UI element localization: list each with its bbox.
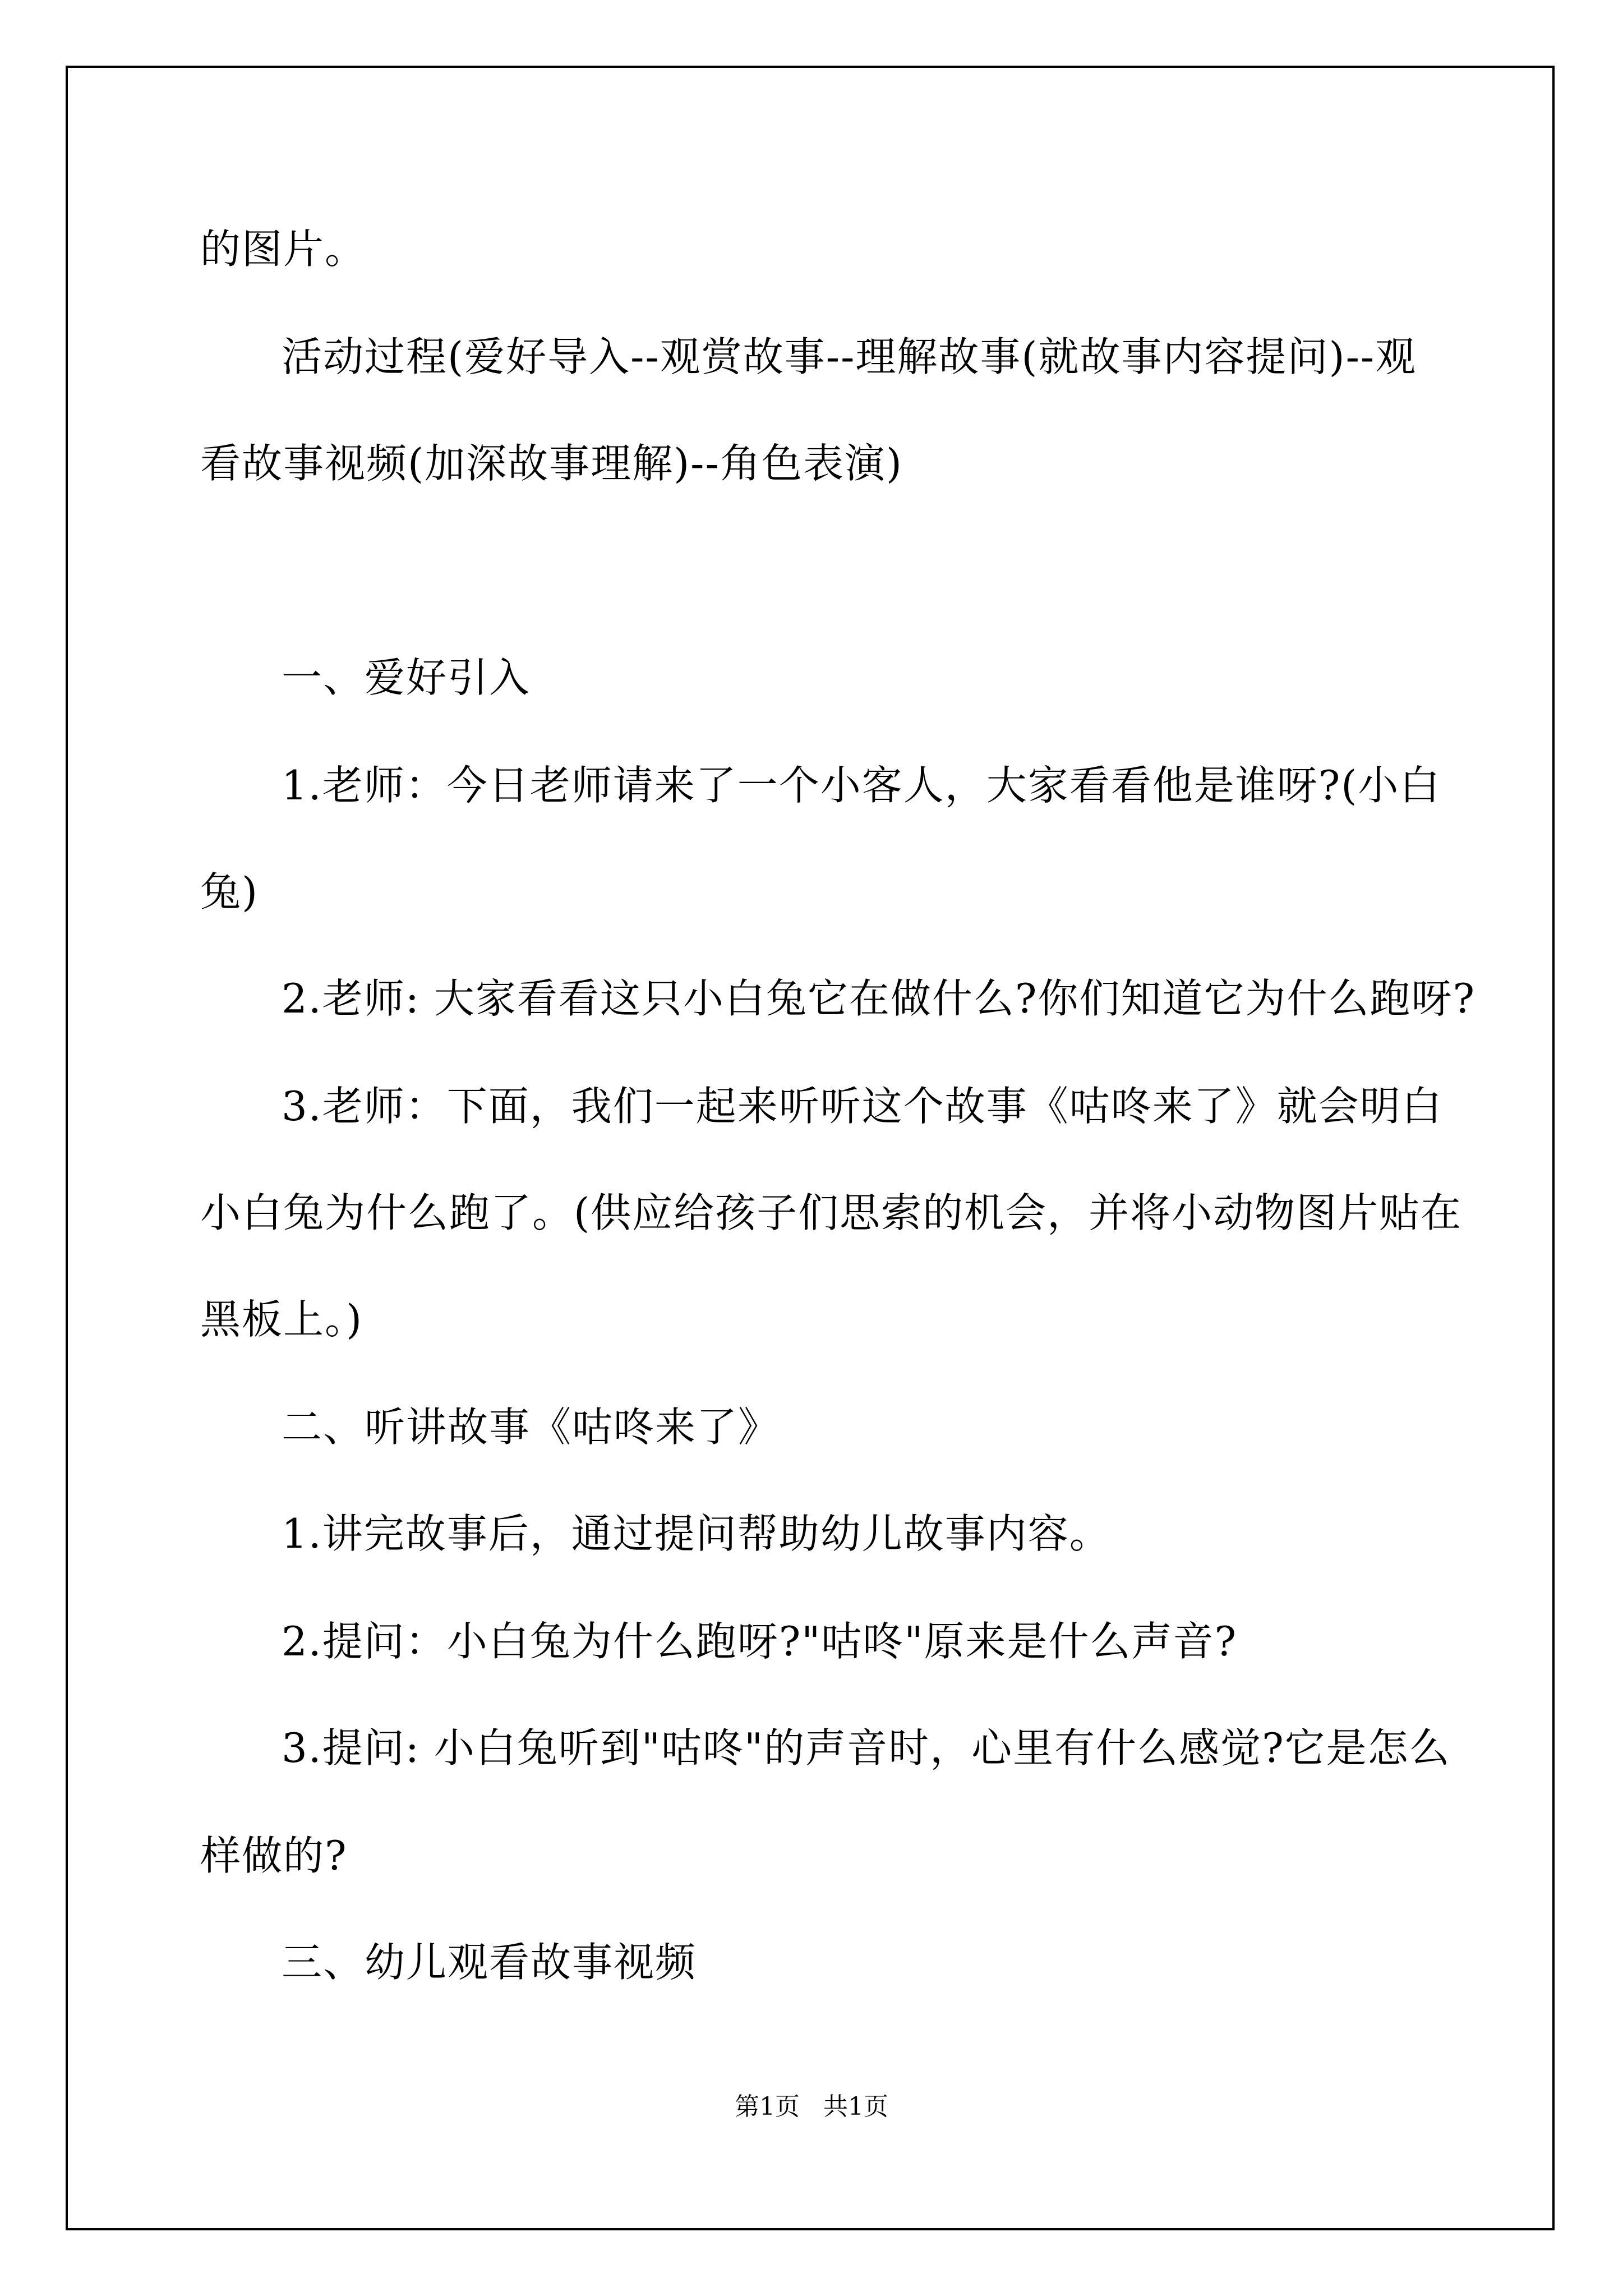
text-line: 3.提问: 小白兔听到"咕咚"的声音时，心里有什么感觉?它是怎么: [282, 1724, 1451, 1772]
text-line: 1.老师：今日老师请来了一个小客人，大家看看他是谁呀?(小白: [282, 762, 1441, 809]
text-line: 2.老师: 大家看看这只小白兔它在做什么?你们知道它为什么跑呀?: [282, 975, 1476, 1022]
text-line: 的图片。: [200, 226, 367, 273]
section-heading: 三、幼儿观看故事视频: [282, 1939, 697, 1986]
text-line: 黑板上。): [200, 1296, 363, 1343]
text-line: 小白兔为什么跑了。(供应给孩子们思索的机会，并将小动物图片贴在: [200, 1189, 1463, 1236]
page-number: 第1页 共1页: [735, 2092, 888, 2121]
section-heading: 二、听讲故事《咕咚来了》: [282, 1404, 780, 1451]
text-line: 样做的?: [200, 1832, 348, 1879]
text-line: 3.老师：下面，我们一起来听听这个故事《咕咚来了》就会明白: [282, 1083, 1443, 1130]
text-line: 活动过程(爱好导入--观赏故事--理解故事(就故事内容提问)--观: [282, 333, 1417, 380]
text-line: 2.提问：小白兔为什么跑呀?"咕咚"原来是什么声音?: [282, 1618, 1238, 1665]
text-line: 看故事视频(加深故事理解)--角色表演): [200, 440, 903, 487]
text-line: 1.讲完故事后，通过提问帮助幼儿故事内容。: [282, 1510, 1111, 1557]
text-line: 兔): [200, 868, 259, 915]
section-heading: 一、爱好引入: [282, 654, 531, 701]
page-border: [66, 66, 1555, 2230]
